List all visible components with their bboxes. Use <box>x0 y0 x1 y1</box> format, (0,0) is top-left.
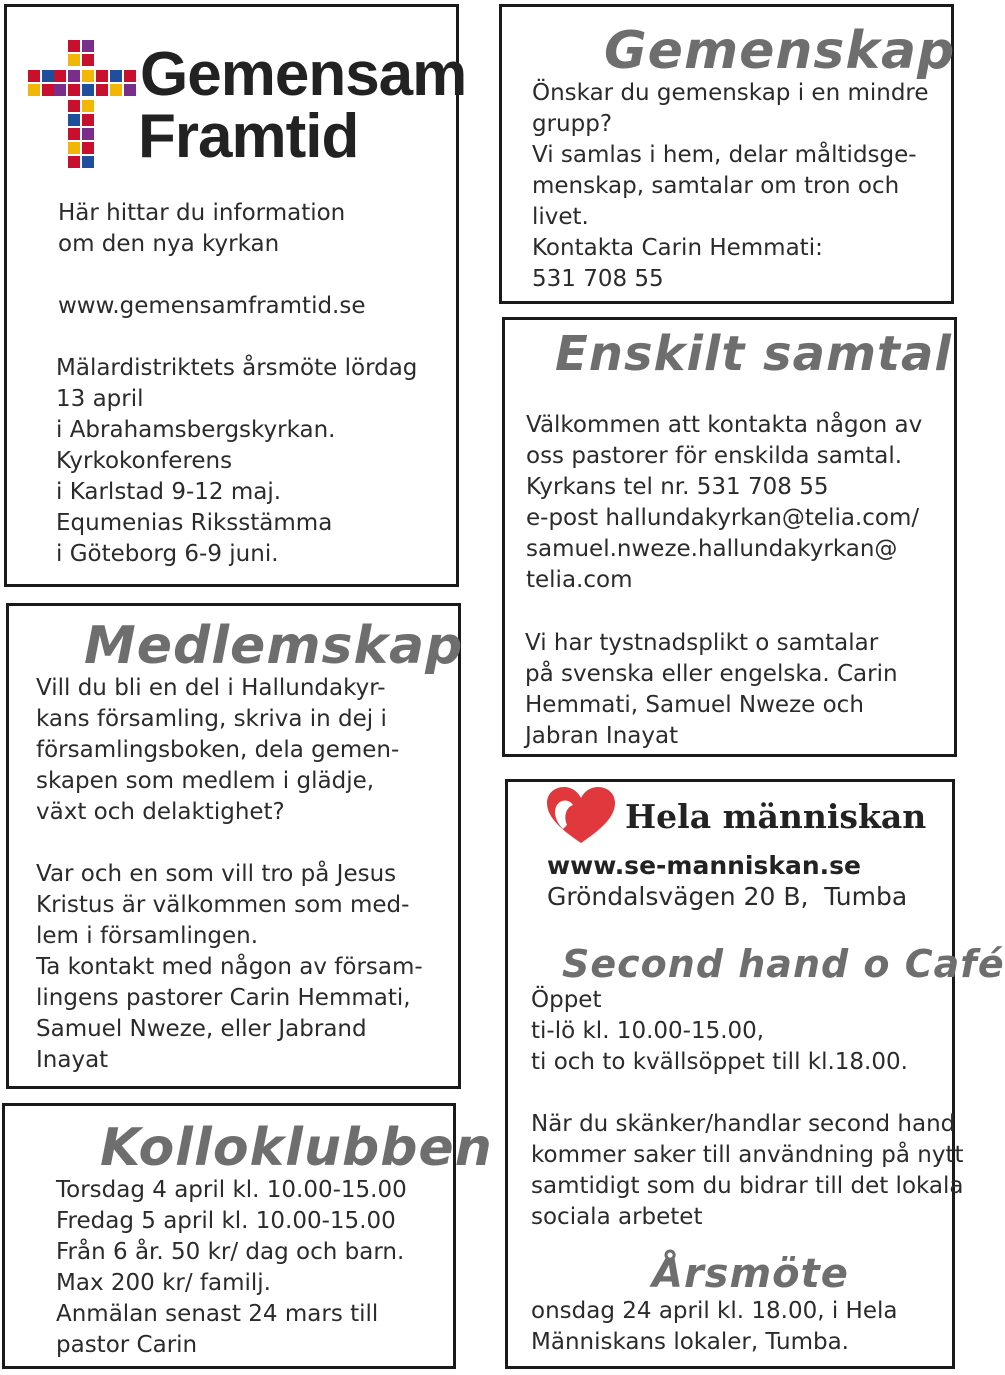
se-manniskan-link[interactable]: www.se-manniskan.se <box>547 851 861 880</box>
medlemskap-heading: Medlemskap <box>84 616 464 676</box>
enskilt-samtal-heading: Enskilt samtal <box>555 326 952 382</box>
logo-framtid: Framtid <box>138 102 359 171</box>
logo-gemensam: Gemensam <box>140 40 467 109</box>
second-hand-heading: Second hand o Café <box>562 942 1005 986</box>
medlemskap-para1: Vill du bli en del i Hallundakyr- kans församling, skriva in dej i församlingsboken, dela gemen- skapen som medlem i glädje, växt och delaktighet? <box>36 675 400 825</box>
colorful-cross-logo-icon <box>28 40 136 170</box>
info-text: Här hittar du information om den nya kyrkan <box>58 200 346 257</box>
hela-manniskan-logo-text: Hela människan <box>625 797 927 836</box>
gemensamframtid-link[interactable]: www.gemensamframtid.se <box>58 293 366 319</box>
medlemskap-para2: Var och en som vill tro på Jesus Kristus är välkommen som med- lem i församlingen. Ta kontakt med någon av försam- lingens pastorer Carin Hemmati, Samuel Nweze, eller Jabrand Inayat <box>36 861 423 1073</box>
arsmote-heading: Årsmöte <box>652 1251 849 1297</box>
arsmote-body: onsdag 24 april kl. 18.00, i Hela Människans lokaler, Tumba. <box>531 1298 898 1355</box>
kolloklubben-body: Torsdag 4 april kl. 10.00-15.00 Fredag 5 april kl. 10.00-15.00 Från 6 år. 50 kr/ dag och barn. Max 200 kr/ familj. Anmälan senast 24 mars till pastor Carin <box>56 1177 407 1358</box>
enskilt-samtal-para2: Vi har tystnadsplikt o samtalar på svenska eller engelska. Carin Hemmati, Samuel Nweze och Jabran Inayat <box>525 630 898 749</box>
gemenskap-heading: Gemenskap <box>604 21 956 81</box>
enskilt-samtal-para1: Välkommen att kontakta någon av oss pastorer för enskilda samtal. Kyrkans tel nr. 531 708 55 e-post hallundakyrkan@telia.com/ samuel.nweze.hallundakyrkan@ telia.com <box>526 412 923 593</box>
donate-text: När du skänker/handlar second hand kommer saker till användning på nytt samtidigt som du bidrar till det lokala sociala arbetet <box>531 1111 964 1230</box>
opening-hours: Öppet ti-lö kl. 10.00-15.00, ti och to kvällsöppet till kl.18.00. <box>531 987 908 1075</box>
heart-logo-icon <box>545 785 617 847</box>
address-text: Gröndalsvägen 20 B, Tumba <box>547 882 908 911</box>
kolloklubben-heading: Kolloklubben <box>100 1118 493 1178</box>
gemenskap-body: Önskar du gemenskap i en mindre grupp? Vi samlas i hem, delar måltidsge- menskap, samtalar om tron och livet. Kontakta Carin Hemmati: 531 708 55 <box>532 80 929 292</box>
events-text: Mälardistriktets årsmöte lördag 13 april i Abrahamsbergskyrkan. Kyrkokonferens i Karlstad 9-12 maj. Equmenias Riksstämma i Göteborg 6-9 juni. <box>56 355 418 567</box>
